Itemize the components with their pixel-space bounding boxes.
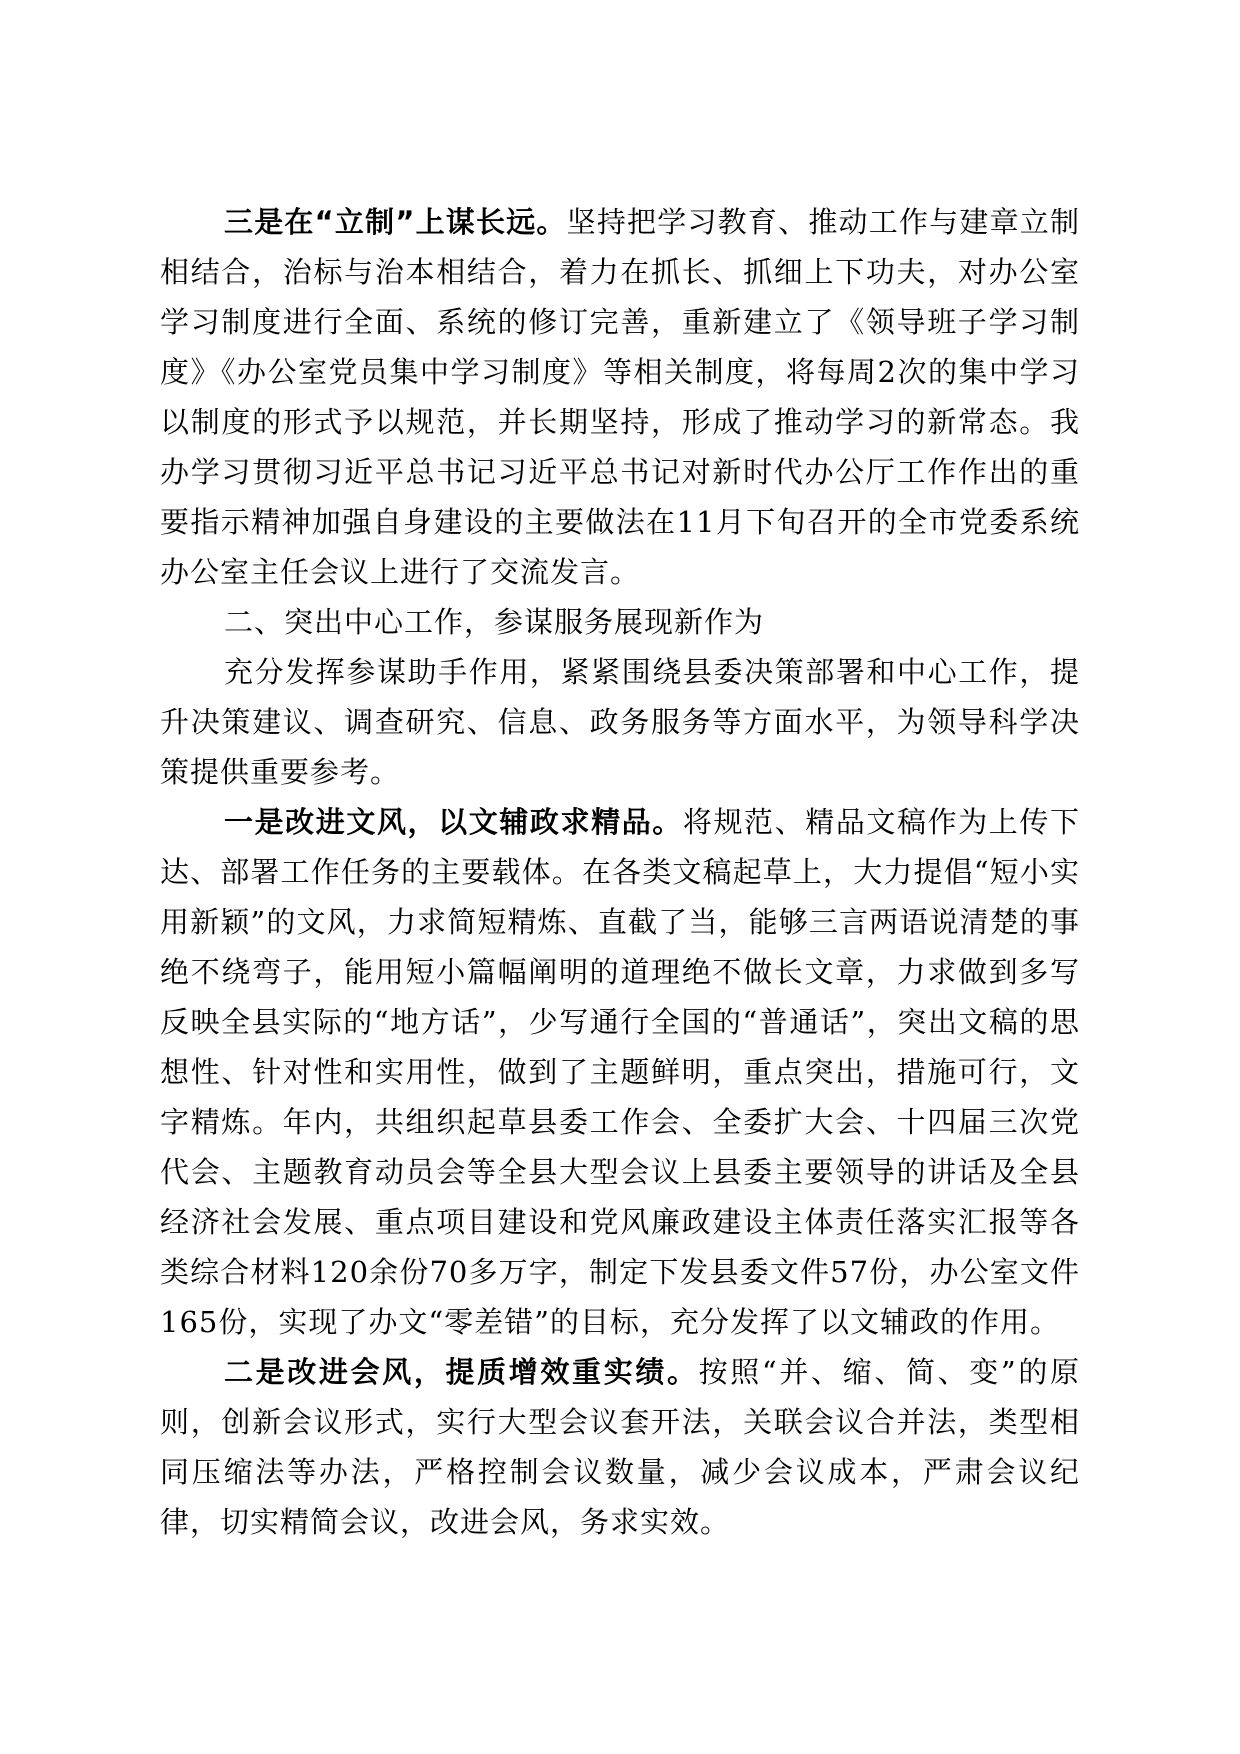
paragraph-lead: 一是改进文风，以文辅政求精品。 (224, 805, 683, 839)
paragraph-text: 充分发挥参谋助手作用，紧紧围绕县委决策部署和中心工作，提升决策建议、调查研究、信息、政务服务等方面水平，为领导科学决策提供重要参考。 (160, 655, 1080, 789)
paragraph-text: 将规范、精品文稿作为上传下达、部署工作任务的主要载体。在各类文稿起草上，大力提倡“短小实用新颖”的文风，力求简短精炼、直截了当，能够三言两语说清楚的事绝不绕弯子，能用短小篇幅阐明的道理绝不做长文章，力求做到多写反映全县实际的“地方话”，少写通行全国的“普通话”，突出文稿的思想性、针对性和实用性，做到了主题鲜明，重点突出，措施可行，文字精炼。年内，共组织起草县委工作会、全委扩大会、十四届三次党代会、主题教育动员会等全县大型会议上县委主要领导的讲话及全县经济社会发展、重点项目建设和党风廉政建设主体责任落实汇报等各类综合材料120余份70多万字，制定下发县委文件57份，办公室文件165份，实现了办文“零差错”的目标，充分发挥了以文辅政的作用。 (160, 805, 1080, 1339)
paragraph-establish-systems (160, 197, 1080, 597)
paragraph-lead: 二是改进会风，提质增效重实绩。 (224, 1355, 699, 1389)
paragraph-lead: 三是在“立制”上谋长远。 (224, 205, 567, 239)
section-heading: 二、突出中心工作，参谋服务展现新作为 (224, 605, 765, 639)
paragraph-meeting-style (160, 1347, 1080, 1547)
paragraph-text: 按照“并、缩、简、变”的原则，创新会议形式，实行大型会议套开法，关联会议合并法，类型相同压缩法等办法，严格控制会议数量，减少会议成本，严肃会议纪律，切实精简会议，改进会风，务求实效。 (160, 1355, 1080, 1539)
document-body (160, 197, 1080, 1547)
paragraph-writing-style (160, 797, 1080, 1347)
paragraph-text: 坚持把学习教育、推动工作与建章立制相结合，治标与治本相结合，着力在抓长、抓细上下功夫，对办公室学习制度进行全面、系统的修订完善，重新建立了《领导班子学习制度》《办公室党员集中学习制度》等相关制度，将每周2次的集中学习以制度的形式予以规范，并长期坚持，形成了推动学习的新常态。我办学习贯彻习近平总书记习近平总书记对新时代办公厅工作作出的重要指示精神加强自身建设的主要做法在11月下旬召开的全市党委系统办公室主任会议上进行了交流发言。 (160, 205, 1080, 589)
paragraph-section-intro (160, 647, 1080, 797)
